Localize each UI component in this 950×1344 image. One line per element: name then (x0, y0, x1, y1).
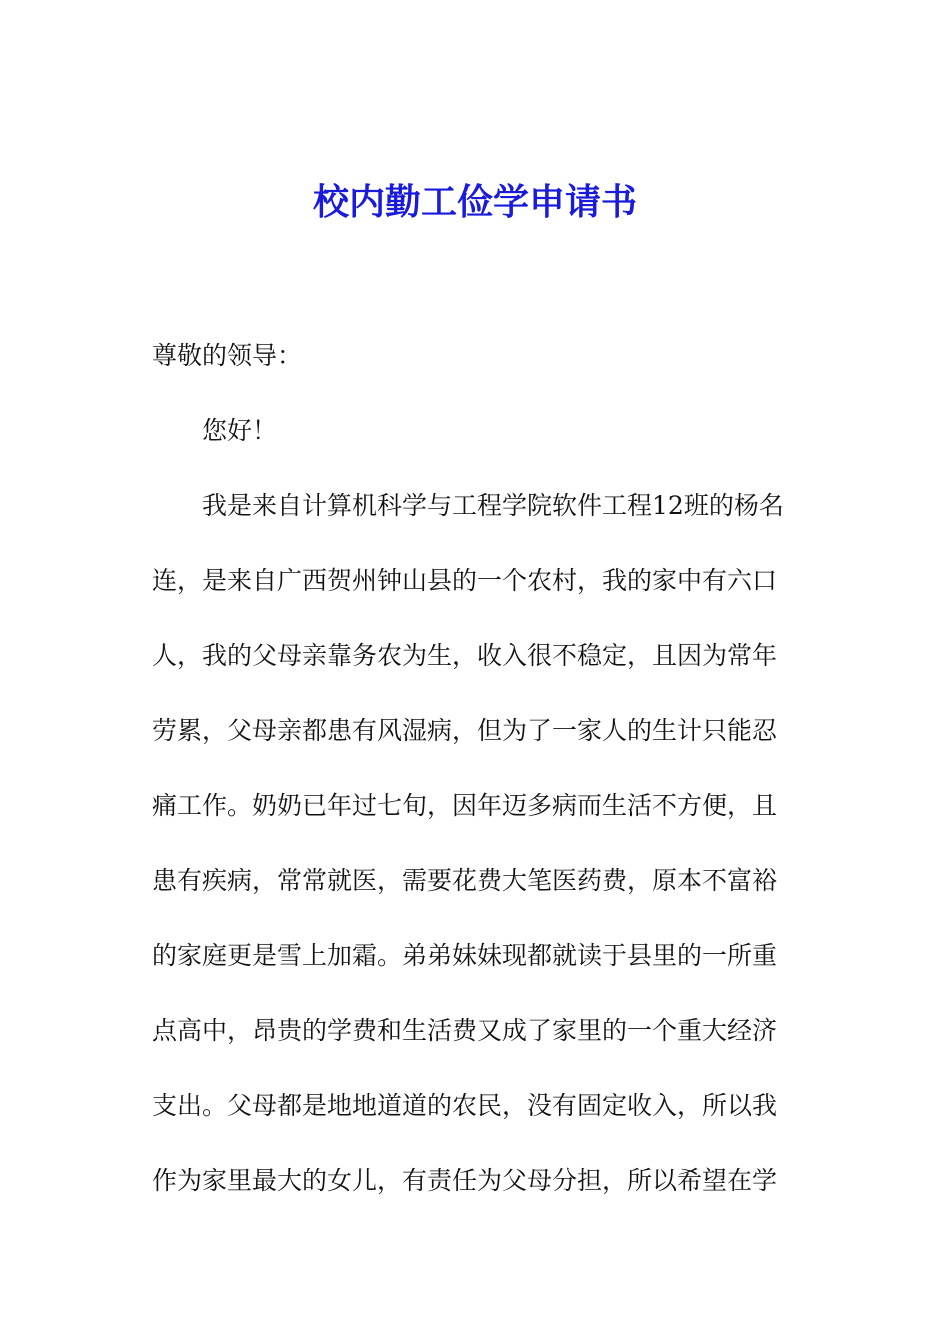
body-line: 人，我的父母亲靠务农为生，收入很不稳定，且因为常年 (152, 641, 778, 670)
body-line: 患有疾病，常常就医，需要花费大笔医药费，原本不富裕 (152, 866, 778, 895)
salutation: 尊敬的领导： (152, 341, 303, 370)
document-title: 校内勤工俭学申请书 (312, 182, 637, 223)
greeting: 您好！ (202, 416, 278, 445)
body-line: 支出。父母都是地地道道的农民，没有固定收入，所以我 (152, 1091, 778, 1120)
body-line: 的家庭更是雪上加霜。弟弟妹妹现都就读于县里的一所重 (152, 941, 778, 970)
body-line: 劳累，父母亲都患有风湿病，但为了一家人的生计只能忍 (152, 716, 778, 745)
body-line: 点高中，昂贵的学费和生活费又成了家里的一个重大经济 (152, 1016, 778, 1045)
body-paragraph (152, 468, 812, 1218)
body-line: 作为家里最大的女儿，有责任为父母分担，所以希望在学 (152, 1166, 778, 1195)
body-line: 我是来自计算机科学与工程学院软件工程12班的杨名 (202, 491, 784, 520)
body-line: 连，是来自广西贺州钟山县的一个农村，我的家中有六口 (152, 566, 778, 595)
body-line: 痛工作。奶奶已年过七旬，因年迈多病而生活不方便，且 (152, 791, 778, 820)
